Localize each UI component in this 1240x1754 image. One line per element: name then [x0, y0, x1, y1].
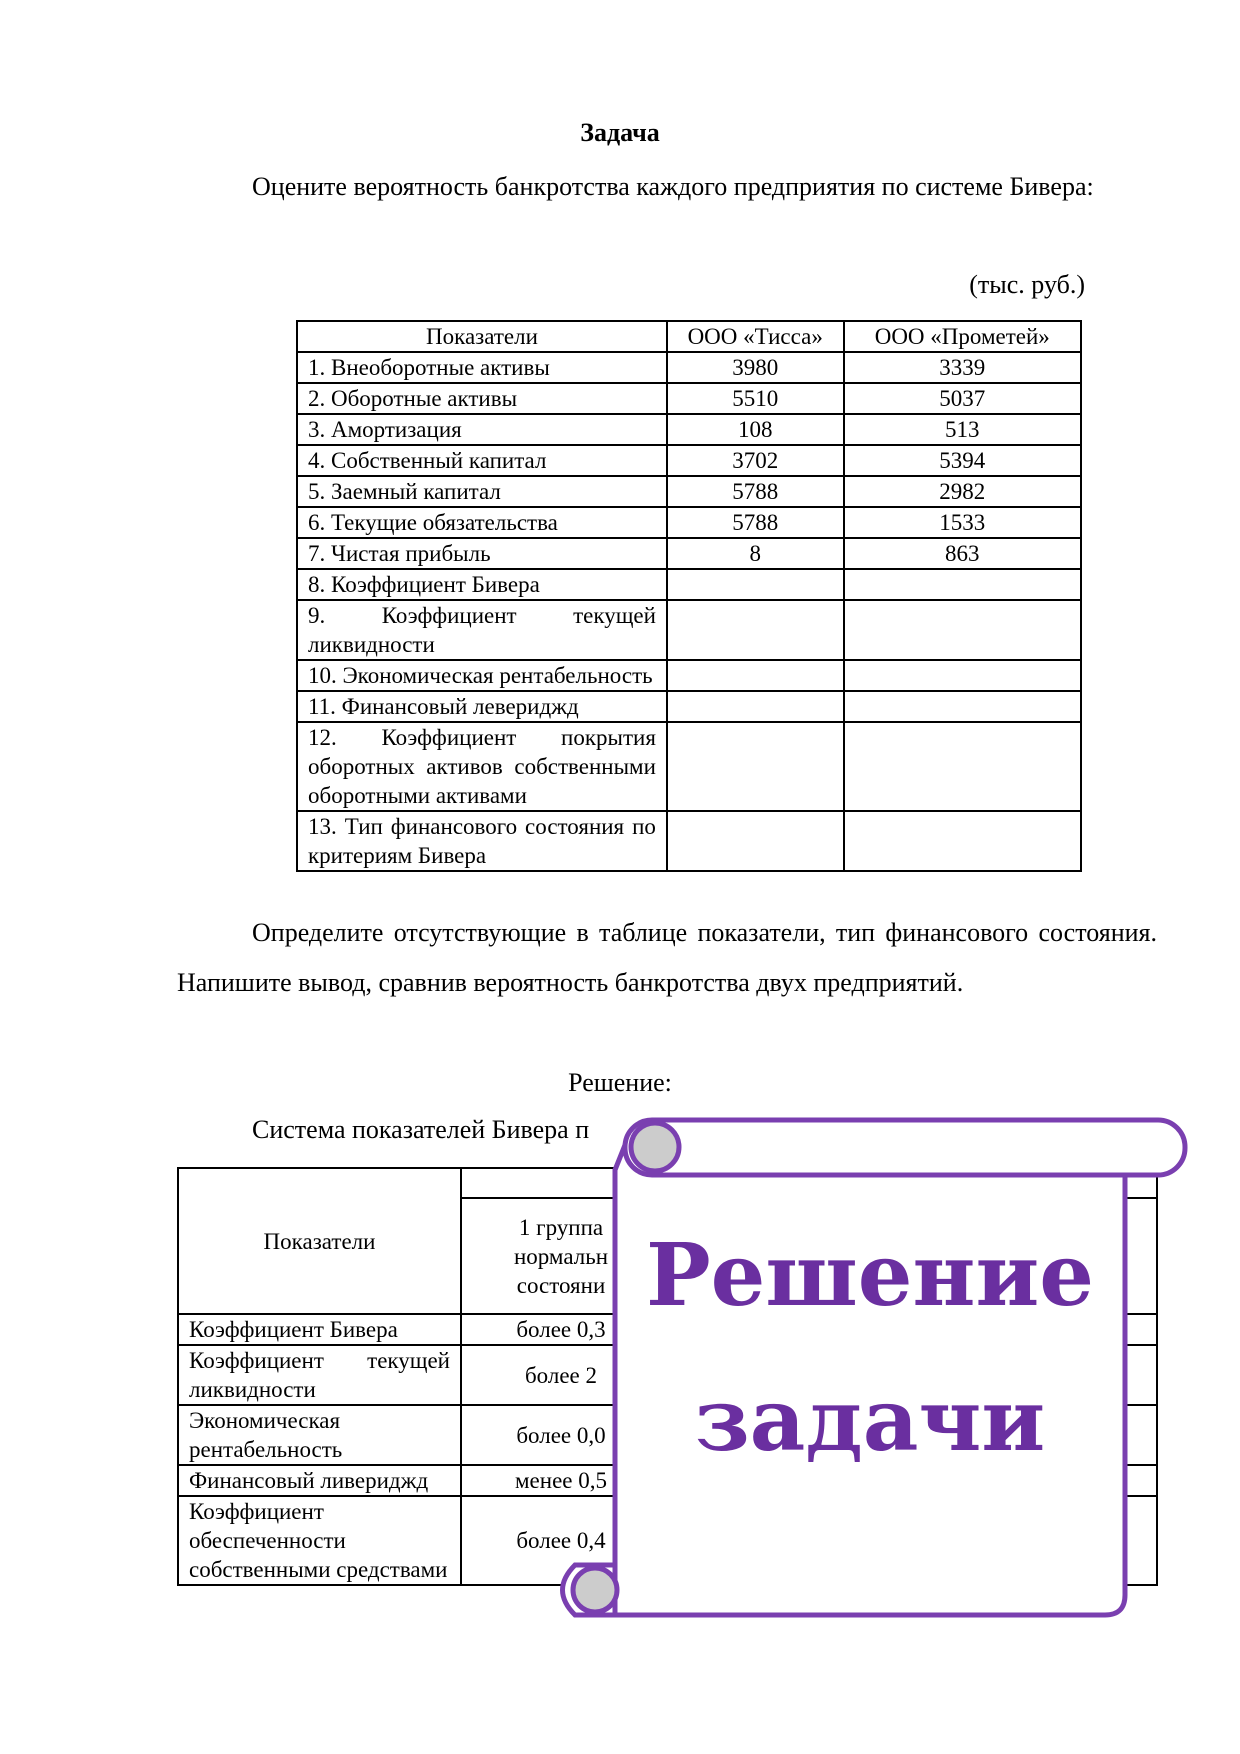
value-tissa	[667, 722, 844, 811]
value-prometey	[844, 691, 1082, 722]
table-row	[297, 538, 1081, 569]
table-row	[297, 476, 1081, 507]
value-prometey: 863	[844, 538, 1082, 569]
value-prometey	[844, 600, 1082, 660]
row-label: 7. Чистая прибыль	[297, 538, 667, 569]
row-label: 8. Коэффициент Бивера	[297, 569, 667, 600]
value-tissa	[667, 600, 844, 660]
row-label: 9. Коэффициент текущей ликвидности	[297, 600, 667, 660]
table-row	[297, 691, 1081, 722]
header-indicators: Показатели	[297, 321, 667, 352]
row-label: 1. Внеоборотные активы	[297, 352, 667, 383]
solution-heading: Решение:	[568, 1068, 672, 1097]
header-prometey: ООО «Прометей»	[844, 321, 1082, 352]
value-prometey: 5037	[844, 383, 1082, 414]
group-1-value: более 0,3	[461, 1314, 661, 1345]
units-label: (тыс. руб.)	[969, 270, 1085, 299]
value-tissa: 108	[667, 414, 844, 445]
value-tissa	[667, 691, 844, 722]
row-label: 13. Тип финансового состояния по критериям Бивера	[297, 811, 667, 871]
table-row	[297, 569, 1081, 600]
value-tissa: 8	[667, 538, 844, 569]
value-tissa: 3980	[667, 352, 844, 383]
row-label: 6. Текущие обязательства	[297, 507, 667, 538]
row-label: 3. Амортизация	[297, 414, 667, 445]
task-title: Задача	[580, 118, 660, 147]
table-header-row	[297, 321, 1081, 352]
table-row	[297, 722, 1081, 811]
scroll-bottom-curl	[573, 1568, 617, 1612]
group-1-value: менее 0,5	[461, 1465, 661, 1496]
banner-line-2: задачи	[694, 1370, 1046, 1471]
row-label: 4. Собственный капитал	[297, 445, 667, 476]
group-1-value: более 2	[461, 1345, 661, 1405]
value-tissa	[667, 660, 844, 691]
value-prometey: 5394	[844, 445, 1082, 476]
row-label: Коэффициент обеспеченности собственными средствами	[178, 1496, 461, 1585]
row-label: 2. Оборотные активы	[297, 383, 667, 414]
value-prometey	[844, 722, 1082, 811]
row-label: 11. Финансовый левериджд	[297, 691, 667, 722]
scroll-top-curl	[631, 1123, 679, 1171]
table-row	[297, 507, 1081, 538]
value-prometey: 2982	[844, 476, 1082, 507]
instructions-text: Определите отсутствующие в таблице показатели, тип финансового состояния. Напишите вывод, сравнив вероятность банкротства двух предприятий.	[177, 918, 1157, 997]
value-tissa: 3702	[667, 445, 844, 476]
value-tissa: 5788	[667, 507, 844, 538]
row-label: Экономическая рентабельность	[178, 1405, 461, 1465]
value-prometey	[844, 569, 1082, 600]
header-indicators: Показатели	[178, 1168, 461, 1314]
row-label: 10. Экономическая рентабельность	[297, 660, 667, 691]
value-tissa: 5510	[667, 383, 844, 414]
value-prometey: 513	[844, 414, 1082, 445]
table-row	[297, 414, 1081, 445]
table-row	[297, 660, 1081, 691]
table-row	[297, 383, 1081, 414]
group-1-value: более 0,0	[461, 1405, 661, 1465]
banner-line-1: Решение	[646, 1225, 1094, 1326]
table-row	[297, 811, 1081, 871]
value-prometey	[844, 811, 1082, 871]
value-prometey	[844, 660, 1082, 691]
row-label: 12. Коэффициент покрытия оборотных активов собственными оборотными активами	[297, 722, 667, 811]
source-data-table	[296, 320, 1082, 872]
table-row	[297, 445, 1081, 476]
table-row	[297, 600, 1081, 660]
header-tissa: ООО «Тисса»	[667, 321, 844, 352]
value-prometey: 3339	[844, 352, 1082, 383]
value-tissa	[667, 569, 844, 600]
row-label: 5. Заемный капитал	[297, 476, 667, 507]
scroll-top-roll	[625, 1120, 1185, 1175]
value-tissa	[667, 811, 844, 871]
row-label: Коэффициент Бивера	[178, 1314, 461, 1345]
task-text: Оцените вероятность банкротства каждого предприятия по системе Бивера:	[252, 172, 1094, 201]
value-tissa: 5788	[667, 476, 844, 507]
row-label: Финансовый ливериджд	[178, 1465, 461, 1496]
group-1-value: более 0,4	[461, 1496, 661, 1585]
system-intro-text: Система показателей Бивера п	[252, 1115, 590, 1144]
value-prometey: 1533	[844, 507, 1082, 538]
header-group-1: 1 группа нормальн состояни	[461, 1198, 661, 1314]
row-label: Коэффициент текущей ликвидности	[178, 1345, 461, 1405]
table-row	[297, 352, 1081, 383]
